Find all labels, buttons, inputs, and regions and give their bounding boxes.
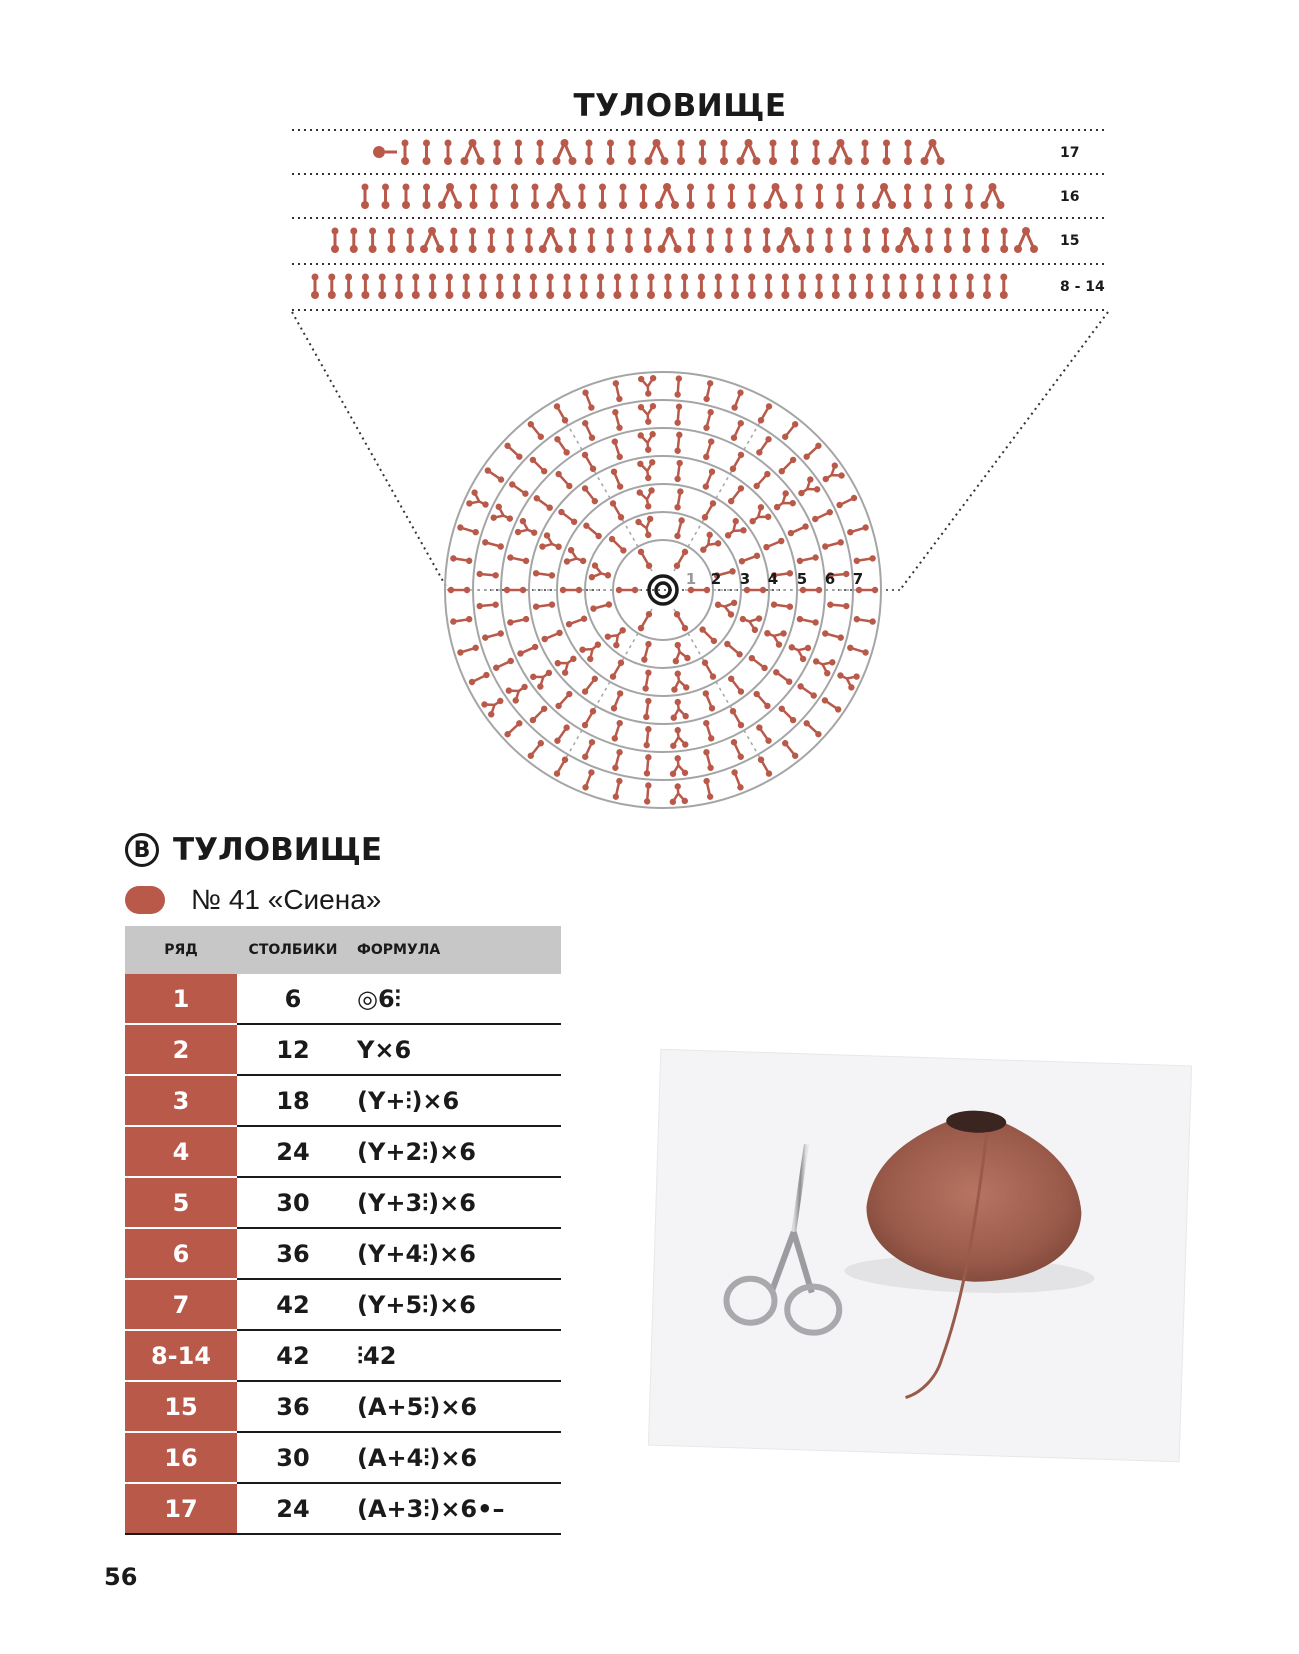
round-number: 5	[796, 570, 808, 588]
single-crochet-icon	[611, 408, 623, 431]
round-stitches	[448, 375, 878, 806]
row-number-cell: 16	[125, 1432, 237, 1483]
table-row	[125, 1126, 561, 1177]
round-number: 4	[767, 570, 779, 588]
increase-icon	[588, 562, 613, 585]
single-crochet-icon	[796, 615, 819, 626]
stitch-count-cell: 30	[237, 1432, 349, 1483]
increase-icon	[514, 517, 541, 543]
scissors-ring-left	[726, 1278, 775, 1323]
single-crochet-icon	[581, 738, 596, 761]
single-crochet-icon	[492, 657, 515, 672]
stitch-count-cell: 30	[237, 1177, 349, 1228]
single-crochet-icon	[674, 488, 684, 511]
round-number: 3	[739, 570, 751, 588]
single-crochet-icon	[702, 719, 715, 742]
single-crochet-icon	[456, 524, 479, 537]
single-crochet-icon	[796, 554, 819, 565]
round-numbers	[686, 570, 863, 588]
formula-cell: (Y+3⫶)×6	[349, 1177, 561, 1228]
formula-cell: (Y+2⫶)×6	[349, 1126, 561, 1177]
single-crochet-icon	[612, 379, 623, 402]
single-crochet-icon	[553, 723, 571, 745]
single-crochet-icon	[640, 640, 652, 663]
increase-icon	[713, 595, 738, 618]
header-row: РЯД	[125, 926, 237, 974]
single-crochet-icon	[729, 707, 746, 730]
formula-cell: Y×6	[349, 1024, 561, 1075]
single-crochet-icon	[772, 668, 794, 686]
single-crochet-icon	[450, 616, 473, 626]
formula-cell: (Y+5⫶)×6	[349, 1279, 561, 1330]
single-crochet-icon	[674, 517, 686, 540]
single-crochet-icon	[643, 754, 651, 777]
single-crochet-icon	[674, 375, 682, 398]
single-crochet-icon	[802, 441, 823, 461]
single-crochet-icon	[612, 777, 623, 800]
single-crochet-icon	[581, 389, 595, 412]
formula-cell: (A+3⫶)×6•–	[349, 1483, 561, 1534]
single-crochet-icon	[757, 755, 774, 778]
single-crochet-icon	[532, 494, 554, 512]
stitch-count-cell: 12	[237, 1024, 349, 1075]
single-crochet-icon	[730, 419, 745, 442]
single-crochet-icon	[616, 587, 638, 593]
single-crochet-icon	[777, 455, 797, 475]
single-crochet-icon	[703, 748, 715, 771]
stitch-count-cell: 24	[237, 1483, 349, 1534]
increase-icon	[636, 487, 658, 511]
single-crochet-icon	[557, 508, 579, 527]
increase-icon	[737, 609, 763, 634]
single-crochet-icon	[643, 726, 652, 749]
single-crochet-icon	[747, 654, 769, 673]
single-crochet-icon	[610, 689, 624, 712]
single-crochet-icon	[476, 570, 499, 578]
single-crochet-icon	[757, 402, 774, 425]
single-crochet-icon	[701, 499, 718, 522]
single-crochet-icon	[787, 522, 810, 537]
increase-icon	[637, 431, 658, 454]
single-crochet-icon	[503, 719, 524, 739]
formula-cell: (A+5⫶)×6	[349, 1381, 561, 1432]
yarn-info	[125, 884, 381, 916]
single-crochet-icon	[554, 690, 574, 711]
single-crochet-icon	[533, 570, 556, 579]
single-crochet-icon	[611, 748, 623, 771]
single-crochet-icon	[526, 420, 545, 442]
single-crochet-icon	[642, 669, 652, 692]
single-crochet-icon	[581, 451, 598, 474]
stitch-count-cell: 18	[237, 1075, 349, 1126]
increase-icon	[668, 669, 690, 693]
table-row	[125, 1075, 561, 1126]
single-crochet-icon	[476, 601, 499, 609]
single-crochet-icon	[730, 768, 744, 791]
single-crochet-icon	[528, 704, 548, 724]
funnel-guide-lines	[292, 312, 1108, 590]
single-crochet-icon	[608, 535, 628, 555]
single-crochet-icon	[611, 438, 624, 461]
single-crochet-icon	[553, 402, 570, 425]
section-badge: В	[125, 833, 159, 867]
single-crochet-icon	[581, 419, 596, 442]
table-row	[125, 1483, 561, 1534]
single-crochet-icon	[481, 538, 504, 550]
single-crochet-icon	[729, 451, 746, 474]
single-crochet-icon	[533, 601, 556, 610]
increase-icon	[809, 652, 836, 678]
increase-icon	[668, 783, 688, 806]
single-crochet-icon	[637, 548, 654, 571]
increase-icon	[668, 726, 689, 749]
single-crochet-icon	[781, 739, 800, 761]
row-number-cell: 8-14	[125, 1330, 237, 1381]
single-crochet-icon	[752, 690, 772, 711]
stitch-count-cell: 42	[237, 1279, 349, 1330]
single-crochet-icon	[483, 466, 505, 484]
single-crochet-icon	[581, 484, 600, 506]
row-label: 17	[1060, 145, 1080, 161]
table-row	[125, 1177, 561, 1228]
page-number: 56	[104, 1563, 138, 1591]
table-row	[125, 1024, 561, 1075]
single-crochet-icon	[508, 480, 530, 498]
increase-icon	[638, 403, 658, 426]
single-crochet-icon	[673, 610, 690, 633]
single-crochet-icon	[507, 554, 530, 565]
round-number: 1	[685, 570, 697, 588]
single-crochet-icon	[703, 379, 714, 402]
increase-icon	[785, 638, 812, 664]
single-crochet-icon	[481, 630, 504, 642]
pattern-table	[125, 926, 561, 1535]
single-crochet-icon	[770, 601, 793, 610]
single-crochet-icon	[610, 468, 624, 491]
row-number-cell: 6	[125, 1228, 237, 1279]
single-crochet-icon	[565, 615, 588, 629]
single-crochet-icon	[781, 420, 800, 442]
increase-icon	[489, 503, 516, 529]
single-crochet-icon	[846, 644, 869, 657]
single-crochet-icon	[582, 521, 603, 540]
stitch-count-cell: 36	[237, 1228, 349, 1279]
single-crochet-icon	[820, 696, 842, 714]
row-number-cell: 2	[125, 1024, 237, 1075]
single-crochet-icon	[609, 499, 626, 522]
single-crochet-icon	[674, 431, 683, 454]
single-crochet-icon	[507, 615, 530, 626]
single-crochet-icon	[611, 719, 624, 742]
row-number-cell: 15	[125, 1381, 237, 1432]
single-crochet-icon	[450, 555, 473, 565]
single-crochet-icon	[701, 658, 718, 681]
single-crochet-icon	[698, 625, 718, 645]
single-crochet-icon	[674, 460, 683, 483]
single-crochet-icon	[730, 389, 744, 412]
photo-crochet-body	[649, 1050, 1191, 1461]
single-crochet-icon	[702, 468, 716, 491]
single-crochet-icon	[777, 704, 797, 724]
scissors-ring-right	[787, 1286, 840, 1334]
row-label: 16	[1060, 189, 1080, 205]
row-number-cell: 4	[125, 1126, 237, 1177]
single-crochet-icon	[835, 494, 858, 509]
single-crochet-icon	[643, 697, 652, 720]
increase-icon	[635, 515, 658, 540]
row-number-cell: 3	[125, 1075, 237, 1126]
single-crochet-icon	[456, 644, 479, 657]
increase-icon	[761, 624, 788, 649]
row-label: 8 - 14	[1060, 279, 1105, 295]
single-crochet-icon	[581, 674, 600, 696]
increase-icon	[668, 698, 689, 722]
table-row	[125, 974, 561, 1024]
round-number: 2	[710, 570, 722, 588]
single-crochet-icon	[802, 719, 823, 739]
yarn-color-swatch	[125, 886, 165, 914]
single-crochet-icon	[553, 435, 571, 457]
row-number-cell: 7	[125, 1279, 237, 1330]
diagram-title: ТУЛОВИЩЕ	[573, 88, 787, 124]
round-number: 7	[852, 570, 864, 588]
single-crochet-icon	[448, 587, 470, 593]
single-crochet-icon	[821, 630, 844, 642]
increase-icon	[638, 375, 658, 398]
single-crochet-icon	[738, 552, 761, 566]
single-crochet-icon	[504, 587, 526, 593]
stitch-count-cell: 36	[237, 1381, 349, 1432]
single-crochet-icon	[673, 548, 690, 571]
table-row	[125, 1381, 561, 1432]
formula-cell: ◎6⫶	[349, 974, 561, 1024]
single-crochet-icon	[644, 782, 652, 805]
table-row	[125, 1330, 561, 1381]
single-crochet-icon	[528, 455, 548, 475]
single-crochet-icon	[702, 438, 715, 461]
single-crochet-icon	[503, 441, 524, 461]
single-crochet-icon	[703, 777, 714, 800]
single-crochet-icon	[581, 768, 595, 791]
single-crochet-icon	[541, 629, 564, 643]
single-crochet-icon	[796, 682, 818, 700]
funnel-guide-left	[292, 312, 448, 590]
header-formula: ФОРМУЛА	[349, 926, 561, 974]
section-heading	[125, 832, 382, 868]
increase-icon	[637, 459, 658, 483]
formula-cell: (A+4⫶)×6	[349, 1432, 561, 1483]
single-crochet-icon	[853, 555, 876, 565]
single-crochet-icon	[762, 537, 785, 551]
header-stitches: СТОЛБИКИ	[237, 926, 349, 974]
single-crochet-icon	[727, 674, 746, 696]
single-crochet-icon	[703, 408, 715, 431]
single-crochet-icon	[846, 524, 869, 537]
single-crochet-icon	[821, 538, 844, 550]
stitch-count-cell: 6	[237, 974, 349, 1024]
row-label: 15	[1060, 233, 1080, 249]
funnel-guide-right	[900, 312, 1108, 590]
row-number-cell: 17	[125, 1483, 237, 1534]
increase-icon	[538, 531, 565, 556]
single-crochet-icon	[811, 508, 834, 523]
yarn-name: № 41 «Сиена»	[191, 884, 382, 915]
stitch-count-cell: 24	[237, 1126, 349, 1177]
single-crochet-icon	[674, 403, 682, 426]
single-crochet-icon	[560, 587, 582, 593]
table-header-row	[125, 926, 561, 974]
section-title: ТУЛОВИЩЕ	[173, 832, 382, 868]
table-row	[125, 1432, 561, 1483]
round-circle	[585, 512, 741, 668]
round-number: 6	[824, 570, 836, 588]
single-crochet-icon	[727, 484, 746, 506]
single-crochet-icon	[553, 755, 570, 778]
single-crochet-icon	[730, 738, 745, 761]
row-number-cell: 1	[125, 974, 237, 1024]
stitch-count-cell: 42	[237, 1330, 349, 1381]
table-row	[125, 1279, 561, 1330]
single-crochet-icon	[755, 723, 773, 745]
single-crochet-icon	[723, 639, 744, 658]
scissors-blade	[794, 1144, 807, 1232]
single-crochet-icon	[702, 689, 716, 712]
photo-illustration	[649, 1050, 1191, 1461]
formula-cell: (Y+⫶)×6	[349, 1075, 561, 1126]
table-row	[125, 1228, 561, 1279]
row-number-cell: 5	[125, 1177, 237, 1228]
single-crochet-icon	[853, 616, 876, 626]
single-crochet-icon	[752, 470, 772, 491]
increase-icon	[563, 546, 589, 571]
formula-cell: ⫶42	[349, 1330, 561, 1381]
single-crochet-icon	[581, 707, 598, 730]
single-crochet-icon	[526, 739, 545, 761]
increase-icon	[668, 640, 691, 665]
single-crochet-icon	[468, 671, 491, 686]
single-crochet-icon	[827, 601, 850, 609]
single-crochet-icon	[590, 601, 613, 613]
increase-icon	[668, 754, 688, 777]
single-crochet-icon	[516, 643, 539, 658]
single-crochet-icon	[755, 435, 773, 457]
single-crochet-icon	[554, 470, 574, 491]
formula-cell: (Y+4⫶)×6	[349, 1228, 561, 1279]
scissors-handles	[772, 1231, 814, 1292]
single-crochet-icon	[637, 610, 654, 633]
single-crochet-icon	[609, 658, 626, 681]
